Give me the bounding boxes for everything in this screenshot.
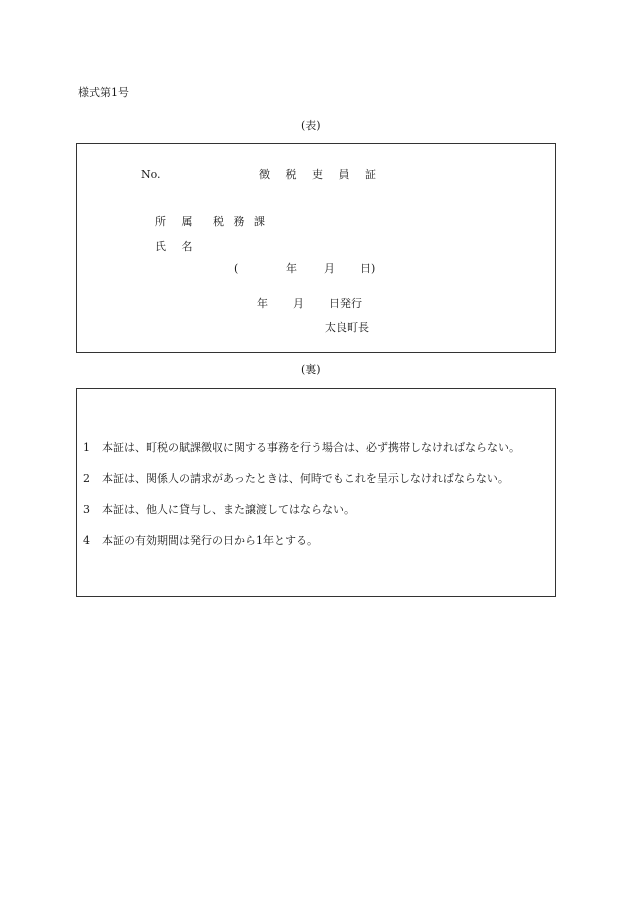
- item-2: [83, 472, 509, 486]
- item-number: 2: [83, 472, 90, 485]
- item-text: 本証は、関係人の請求があったときは、何時でもこれを呈示しなければならない。: [102, 472, 509, 485]
- no-label: No.: [141, 168, 161, 181]
- back-side-label: (裏): [301, 363, 321, 376]
- item-text: 本証は、他人に貸与し、また譲渡してはならない。: [102, 503, 355, 516]
- item-1: [83, 441, 520, 455]
- front-card: [76, 143, 556, 353]
- birth-open-paren: (: [234, 262, 239, 275]
- card-title: 徴 税 吏 員 証: [259, 168, 382, 181]
- birth-year: 年: [286, 262, 297, 275]
- item-number: 3: [83, 503, 90, 516]
- issuer: 太良町長: [325, 321, 369, 334]
- name-label: 氏 名: [155, 240, 199, 253]
- form-number: 様式第1号: [78, 86, 129, 99]
- item-number: 4: [83, 534, 90, 547]
- birth-month: 月: [324, 262, 335, 275]
- item-text: 本証の有効期間は発行の日から1年とする。: [102, 534, 318, 547]
- front-side-label: (表): [301, 119, 321, 132]
- birth-day: 日): [360, 262, 376, 275]
- item-3: [83, 503, 355, 517]
- affiliation-label: 所 属: [155, 215, 199, 228]
- item-text: 本証は、町税の賦課徴収に関する事務を行う場合は、必ず携帯しなければならない。: [102, 441, 520, 454]
- item-4: [83, 534, 318, 548]
- back-card: [76, 388, 556, 597]
- affiliation-value: 税 務 課: [213, 215, 268, 228]
- issue-month: 月: [293, 297, 304, 310]
- issue-day: 日発行: [329, 297, 362, 310]
- item-number: 1: [83, 441, 90, 454]
- issue-year: 年: [257, 297, 268, 310]
